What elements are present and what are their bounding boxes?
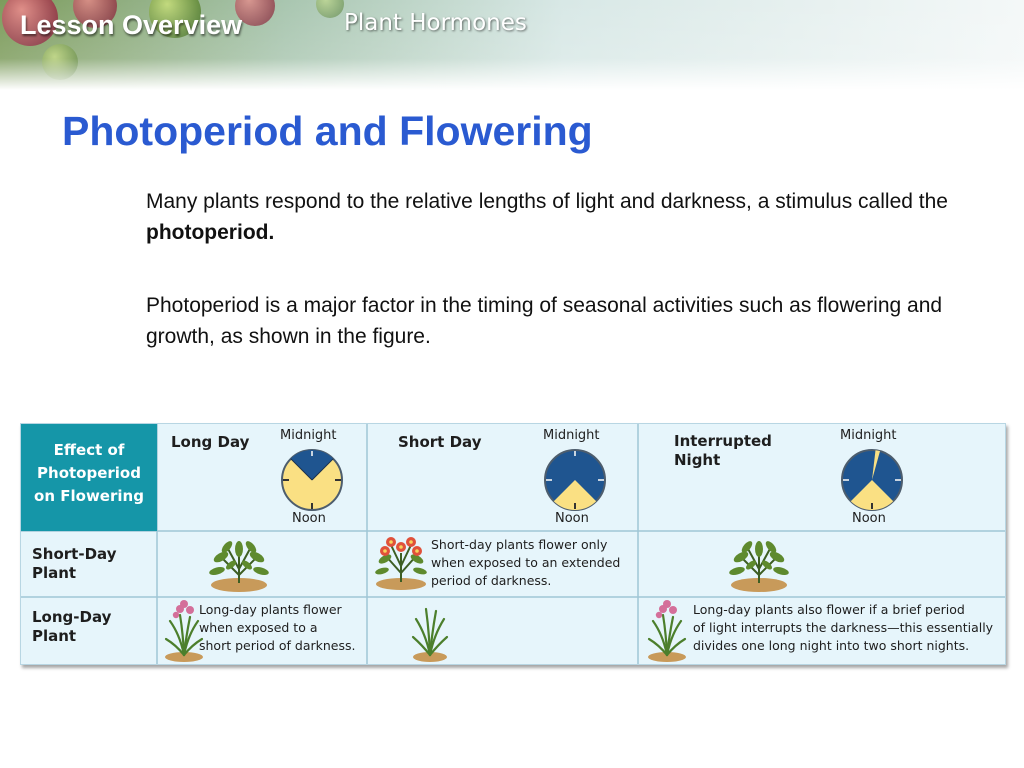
column-label-long-day: Long Day [171,433,250,451]
clock-label-noon: Noon [292,511,326,526]
figure-header-cell [21,424,157,531]
row-label-long-day-plant: Long-Day Plant [32,608,112,645]
clock-label-midnight: Midnight [280,428,337,443]
long-day-plant-flowering-icon [645,599,689,663]
long-day-clock-icon [279,447,345,513]
photoperiod-figure [20,423,1006,665]
short-day-plant-not-flowering-icon [207,535,271,593]
long-day-plant-not-flowering-icon [410,601,450,663]
paragraph-photoperiod-role: Photoperiod is a major factor in the timing of seasonal activities such as flowering and growth, as shown in the figure. [146,294,943,348]
short-day-plant-note: Short-day plants flower only when exposed to an extended period of darkness. [431,537,621,588]
slide-title: Photoperiod and Flowering [62,108,593,154]
column-label-short-day: Short Day [398,433,482,451]
interrupted-night-clock-icon [839,447,905,513]
short-day-plant-not-flowering-icon [727,535,791,593]
row-label-short-day-plant: Short-Day Plant [32,545,117,582]
clock-label-midnight: Midnight [840,428,897,443]
paragraph-photoperiod-definition [146,186,976,248]
interrupted-night-note: Long-day plants also flower if a brief period of light interrupts the darkness—this essentially divides one long night into two short nights. [693,602,994,653]
header-banner [0,0,1024,90]
clock-label-noon: Noon [555,511,589,526]
short-day-clock-icon [542,447,608,513]
paragraph-text: Many plants respond to the relative lengths of light and darkness, a stimulus called the [146,190,948,213]
topic-title: Plant Hormones [344,10,527,36]
clock-label-midnight: Midnight [543,428,600,443]
photoperiod-term: photoperiod. [146,221,275,244]
clock-label-noon: Noon [852,511,886,526]
short-day-plant-flowering-icon [373,533,429,591]
figure-header-label: Effect of Photoperiod on Flowering [34,441,144,505]
section-title: Lesson Overview [20,10,243,40]
column-label-interrupted-night: Interrupted Night [674,432,772,469]
long-day-plant-note: Long-day plants flower when exposed to a short period of darkness. [199,602,356,653]
